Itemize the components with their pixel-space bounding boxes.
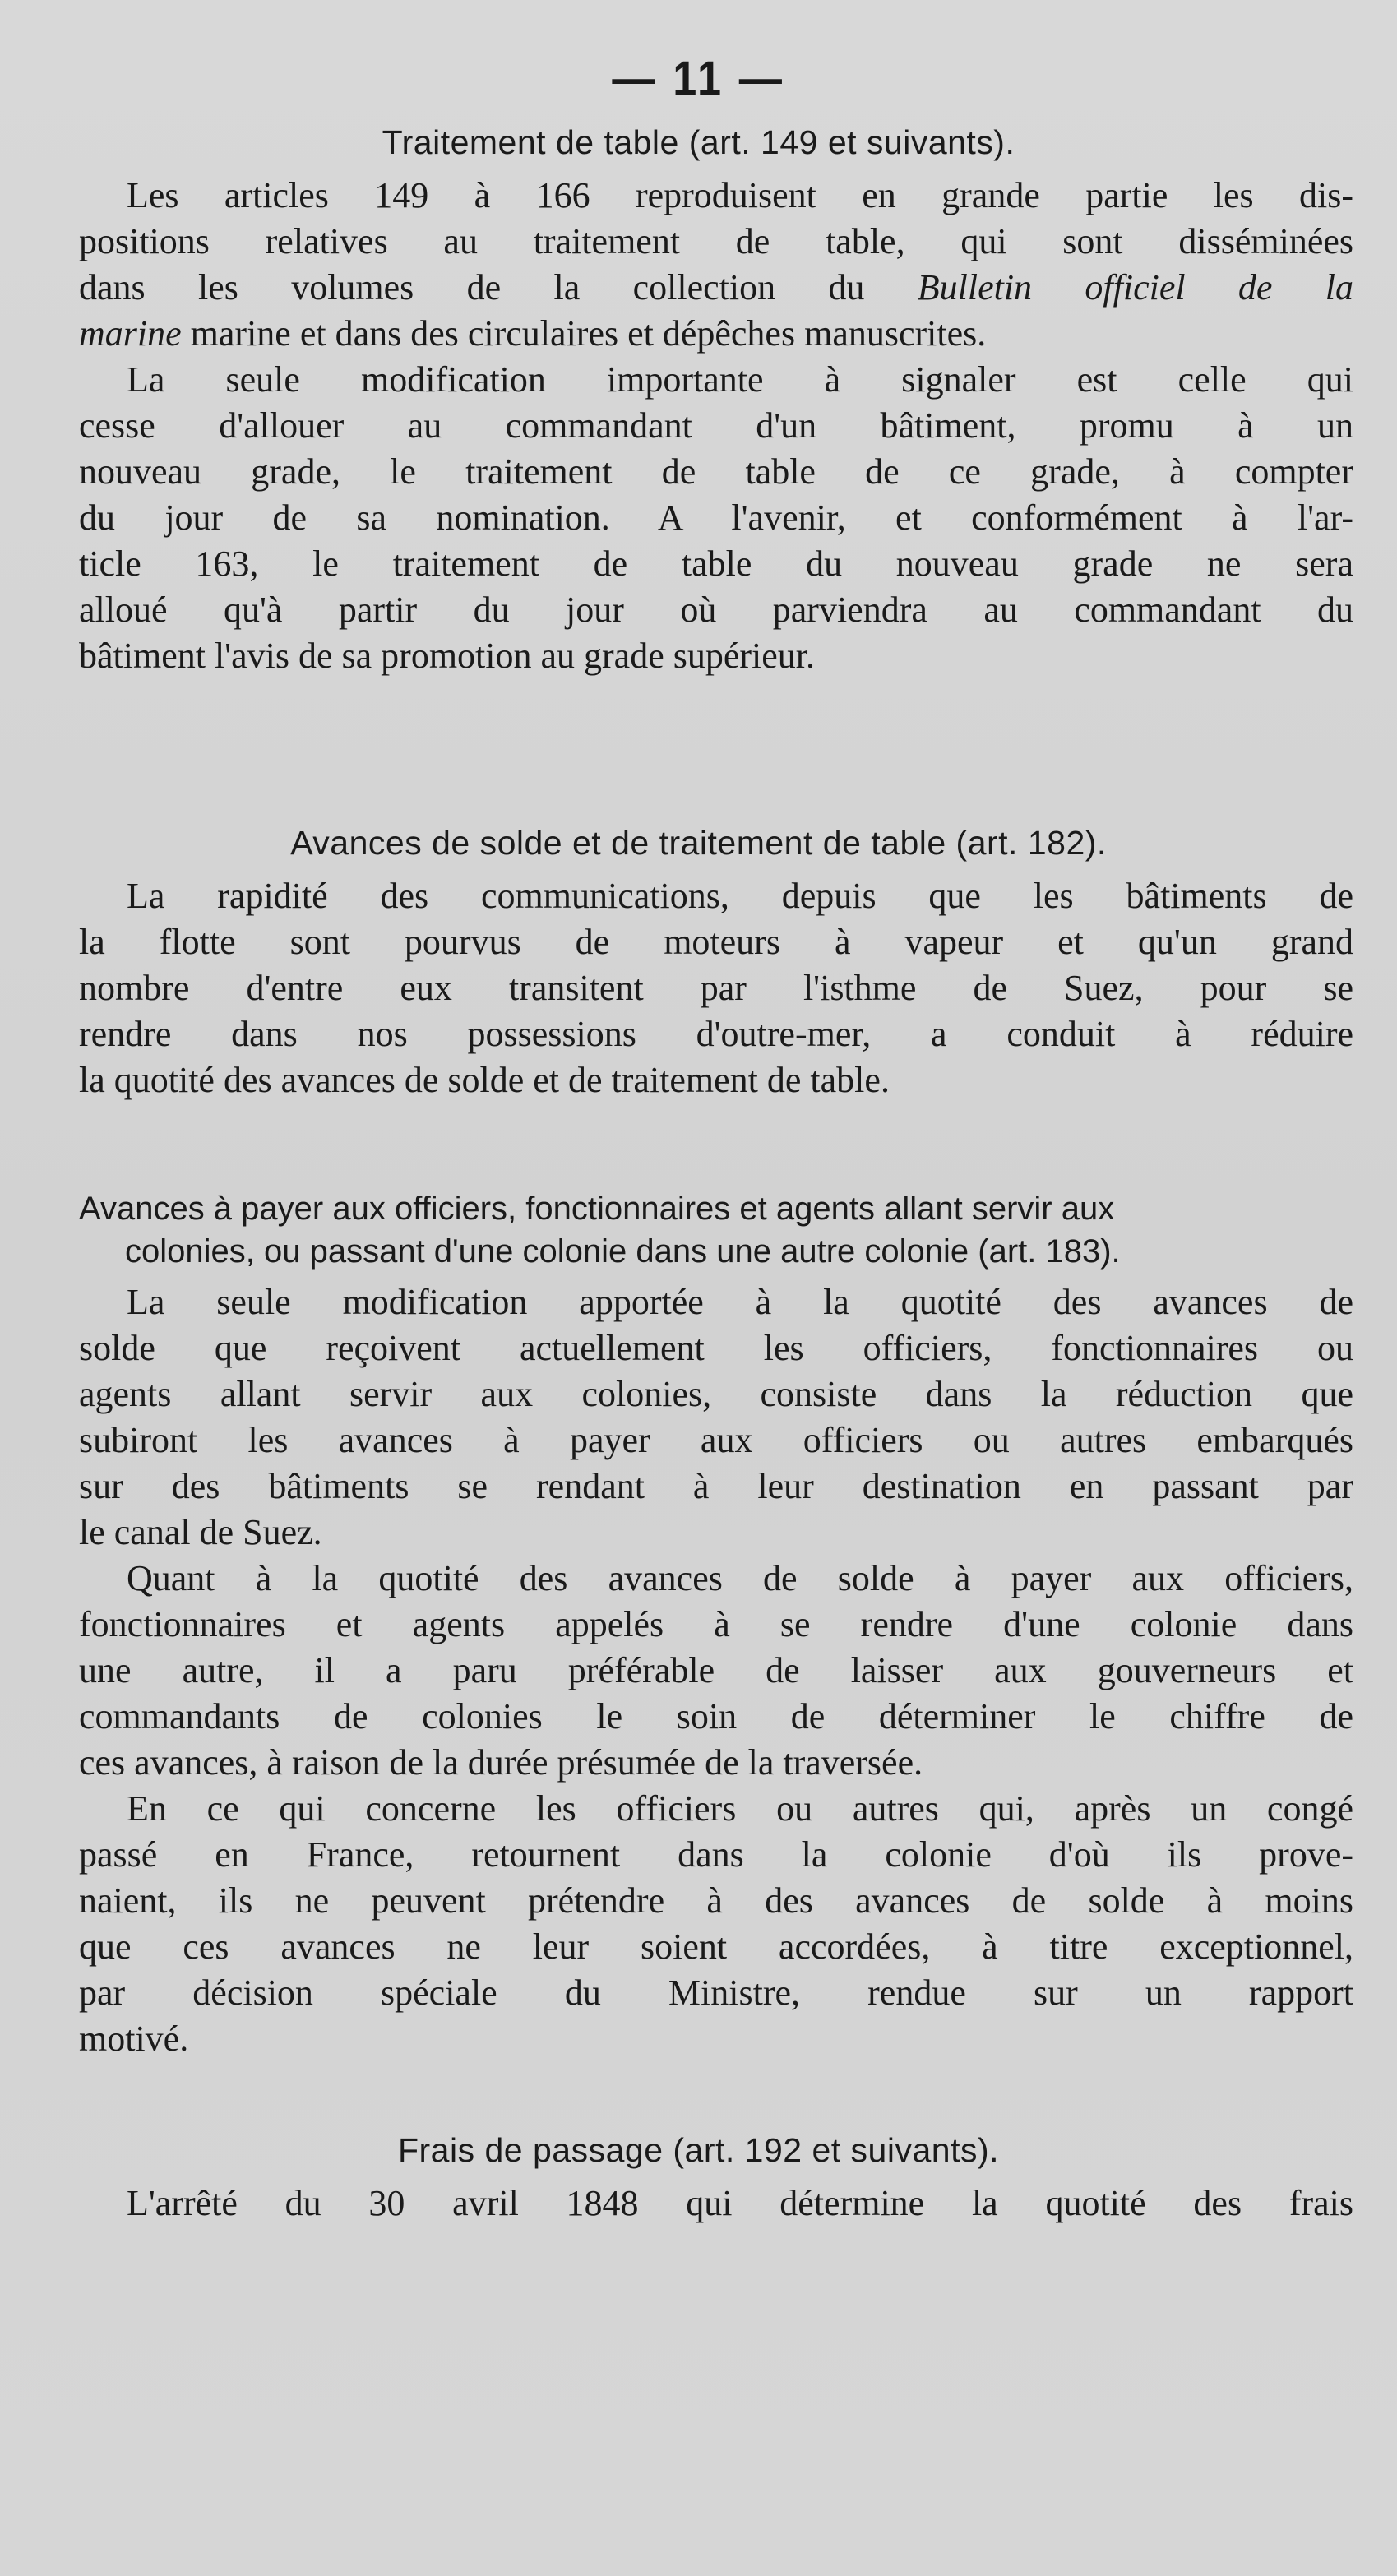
paragraph-line: solde que reçoivent actuellement les officiers, fonctionnaires ou <box>79 1328 1353 1368</box>
paragraph-line: alloué qu'à partir du jour où parviendra au commandant du <box>79 590 1353 630</box>
paragraph-line-text: dans les volumes de la collection du <box>79 267 918 308</box>
paragraph-line: ces avances, à raison de la durée présumée de la traversée. <box>79 1742 923 1783</box>
paragraph-line: nouveau grade, le traitement de table de ce grade, à compter <box>79 451 1353 492</box>
paragraph-line-with-italic <box>79 311 1353 357</box>
paragraph-line: naient, ils ne peuvent prétendre à des avances de solde à moins <box>79 1880 1353 1921</box>
section-heading-avances-colonies <box>79 1187 1362 1273</box>
paragraph-line: Les articles 149 à 166 reproduisent en grande partie les dis- <box>127 175 1353 215</box>
paragraph-line: rendre dans nos possessions d'outre-mer, a conduit à réduire <box>79 1014 1353 1054</box>
paragraph-line: passé en France, retournent dans la colonie d'où ils prove- <box>79 1834 1353 1875</box>
paragraph-line: Quant à la quotité des avances de solde à payer aux officiers, <box>127 1558 1353 1598</box>
italic-publication-title-end: marine <box>79 313 182 354</box>
section-heading-traitement-de-table: Traitement de table (art. 149 et suivants). <box>382 123 1015 161</box>
paragraph-line: sur des bâtiments se rendant à leur destination en passant par <box>79 1466 1353 1506</box>
paragraph-line: la quotité des avances de solde et de traitement de table. <box>79 1060 890 1100</box>
section-heading-avances-de-solde: Avances de solde et de traitement de table (art. 182). <box>290 824 1107 862</box>
paragraph-line: motivé. <box>79 2019 189 2059</box>
paragraph-line: une autre, il a paru préférable de laisser aux gouverneurs et <box>79 1650 1353 1690</box>
paragraph-line-with-italic <box>79 265 1353 311</box>
paragraph-line: cesse d'allouer au commandant d'un bâtiment, promu à un <box>79 405 1353 446</box>
paragraph-line: subiront les avances à payer aux officiers ou autres embarqués <box>79 1420 1353 1460</box>
section-body-traitement-de-table <box>79 173 1353 679</box>
paragraph-line-text: marine et dans des circulaires et dépêches manuscrites. <box>190 313 987 354</box>
paragraph-line: L'arrêté du 30 avril 1848 qui détermine la quotité des frais <box>127 2183 1353 2223</box>
section-body-avances-colonies <box>79 1279 1353 2062</box>
paragraph-line: En ce qui concerne les officiers ou autres qui, après un congé <box>127 1788 1353 1829</box>
section-body-avances-de-solde <box>79 873 1353 1103</box>
paragraph-line: par décision spéciale du Ministre, rendue sur un rapport <box>79 1972 1353 2013</box>
paragraph-line: la flotte sont pourvus de moteurs à vapeur et qu'un grand <box>79 922 1353 962</box>
paragraph-line: le canal de Suez. <box>79 1512 322 1552</box>
italic-publication-title: Bulletin officiel de la <box>917 267 1353 308</box>
paragraph-line: La seule modification importante à signaler est celle qui <box>127 359 1353 400</box>
paragraph-line: La seule modification apportée à la quotité des avances de <box>127 1282 1353 1322</box>
paragraph-line: positions relatives au traitement de table, qui sont disséminées <box>79 221 1353 261</box>
paragraph-line: commandants de colonies le soin de déterminer le chiffre de <box>79 1696 1353 1737</box>
paragraph-line: que ces avances ne leur soient accordées, à titre exceptionnel, <box>79 1926 1353 1967</box>
paragraph-line: nombre d'entre eux transitent par l'isthme de Suez, pour se <box>79 968 1353 1008</box>
paragraph-line: La rapidité des communications, depuis que les bâtiments de <box>127 876 1353 916</box>
section-heading-line: Avances à payer aux officiers, fonctionnaires et agents allant servir aux <box>79 1191 1115 1227</box>
section-heading-line: colonies, ou passant d'une colonie dans une autre colonie (art. 183). <box>125 1233 1121 1270</box>
section-body-frais-de-passage <box>79 2181 1353 2227</box>
paragraph-line: ticle 163, le traitement de table du nouveau grade ne sera <box>79 543 1353 584</box>
section-heading-frais-de-passage: Frais de passage (art. 192 et suivants). <box>397 2131 999 2169</box>
paragraph-line: bâtiment l'avis de sa promotion au grade supérieur. <box>79 636 816 676</box>
paragraph-line: fonctionnaires et agents appelés à se rendre d'une colonie dans <box>79 1604 1353 1644</box>
paragraph-line: du jour de sa nomination. A l'avenir, et conformément à l'ar- <box>79 497 1353 538</box>
paragraph-line: agents allant servir aux colonies, consiste dans la réduction que <box>79 1374 1353 1414</box>
page-number: — 11 — <box>612 52 785 105</box>
